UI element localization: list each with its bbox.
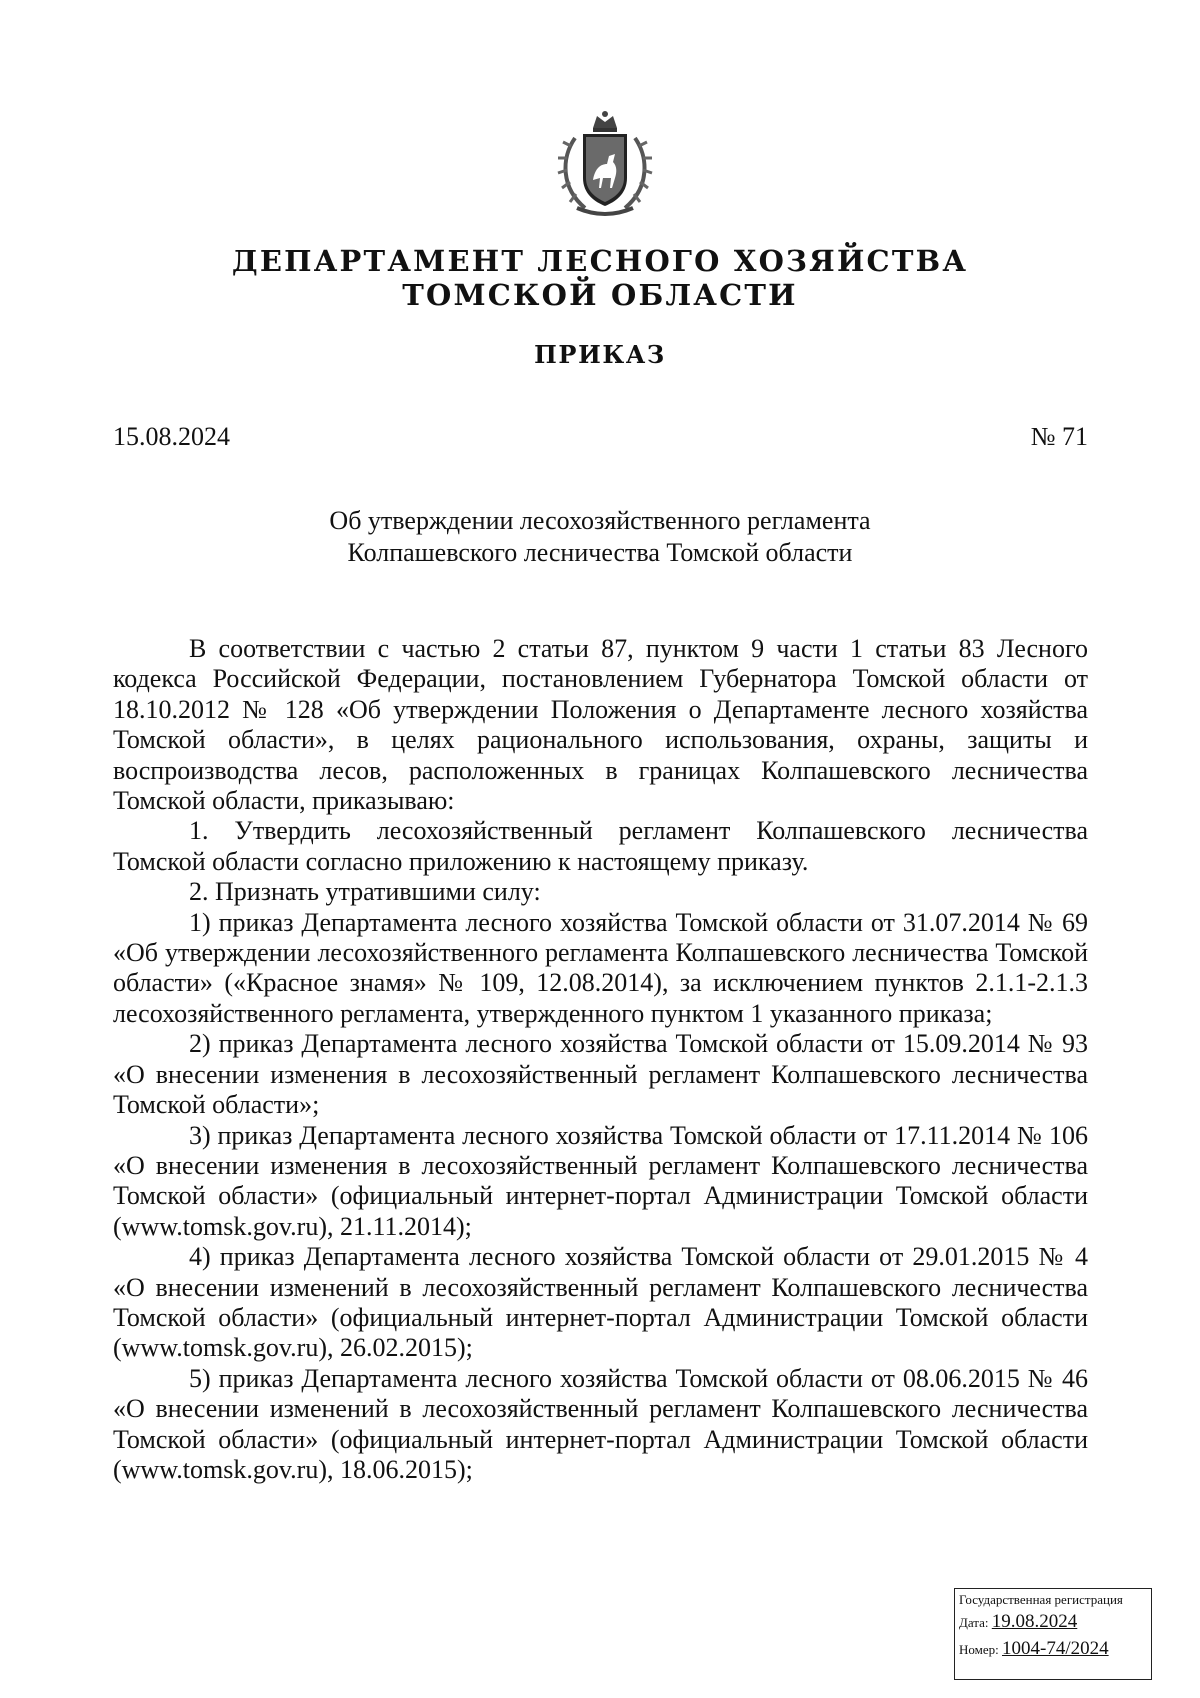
stamp-number-label: Номер: xyxy=(959,1642,999,1657)
registration-stamp xyxy=(954,1588,1152,1680)
document-type: ПРИКАЗ xyxy=(534,340,666,369)
stamp-title: Государственная регистрация xyxy=(959,1592,1123,1607)
paragraph-subitem-3: 3) приказ Департамента лесного хозяйства Томской области от 17.11.2014 № 106 «О внесении изменения в лесохозяйственный регламент Колпашевского лесничества Томской области» (официальный интернет-портал Администрации Томской области (www.tomsk.gov.ru), 21.11.2014); xyxy=(113,1120,1088,1241)
organization-name-line2: ТОМСКОЙ ОБЛАСТИ xyxy=(402,278,798,312)
document-number: № 71 xyxy=(1030,422,1088,451)
subject-line2: Колпашевского лесничества Томской области xyxy=(347,538,853,567)
organization-name-line1: ДЕПАРТАМЕНТ ЛЕСНОГО ХОЗЯЙСТВА xyxy=(231,244,969,278)
stamp-number-row xyxy=(959,1636,1147,1663)
paragraph-subitem-5: 5) приказ Департамента лесного хозяйства Томской области от 08.06.2015 № 46 «О внесении изменений в лесохозяйственный регламент Колпашевского лесничества Томской области» (официальный интернет-портал Администрации Томской области (www.tomsk.gov.ru), 18.06.2015); xyxy=(113,1363,1088,1484)
paragraph-subitem-4: 4) приказ Департамента лесного хозяйства Томской области от 29.01.2015 № 4 «О внесении изменений в лесохозяйственный регламент Колпашевского лесничества Томской области» (официальный интернет-портал Администрации Томской области (www.tomsk.gov.ru), 26.02.2015); xyxy=(113,1242,1088,1363)
stamp-date-label: Дата: xyxy=(959,1615,989,1630)
document-subject xyxy=(0,505,1200,569)
document-date: 15.08.2024 xyxy=(113,422,230,451)
paragraph-item-2: 2. Признать утратившими силу: xyxy=(189,877,541,907)
subject-line1: Об утверждении лесохозяйственного регламента xyxy=(329,506,871,535)
coat-of-arms-icon xyxy=(555,108,655,220)
paragraph-subitem-2: 2) приказ Департамента лесного хозяйства Томской области от 15.09.2014 № 93 «О внесении изменения в лесохозяйственный регламент Колпашевского лесничества Томской области»; xyxy=(113,1029,1088,1120)
stamp-date-row xyxy=(959,1609,1147,1636)
stamp-number-value: 1004-74/2024 xyxy=(1002,1638,1109,1659)
paragraph-preamble: В соответствии с частью 2 статьи 87, пунктом 9 части 1 статьи 83 Лесного кодекса Российской Федерации, постановлением Губернатора Томской области от 18.10.2012 № 128 «Об утверждении Положения о Департаменте лесного хозяйства Томской области», в целях рационального использования, охраны, защиты и воспроизводства лесов, расположенных в границах Колпашевского лесничества Томской области, приказываю: xyxy=(113,634,1088,816)
stamp-date-value: 19.08.2024 xyxy=(991,1611,1078,1632)
document-body xyxy=(113,634,1088,1485)
paragraph-item-1: 1. Утвердить лесохозяйственный регламент Колпашевского лесничества Томской области согласно приложению к настоящему приказу. xyxy=(113,816,1088,876)
paragraph-subitem-1: 1) приказ Департамента лесного хозяйства Томской области от 31.07.2014 № 69 «Об утверждении лесохозяйственного регламента Колпашевского лесничества Томской области» («Красное знамя» № 109, 12.08.2014), за исключением пунктов 2.1.1-2.1.3 лесохозяйственного регламента, утвержденного пунктом 1 указанного приказа; xyxy=(113,907,1088,1028)
